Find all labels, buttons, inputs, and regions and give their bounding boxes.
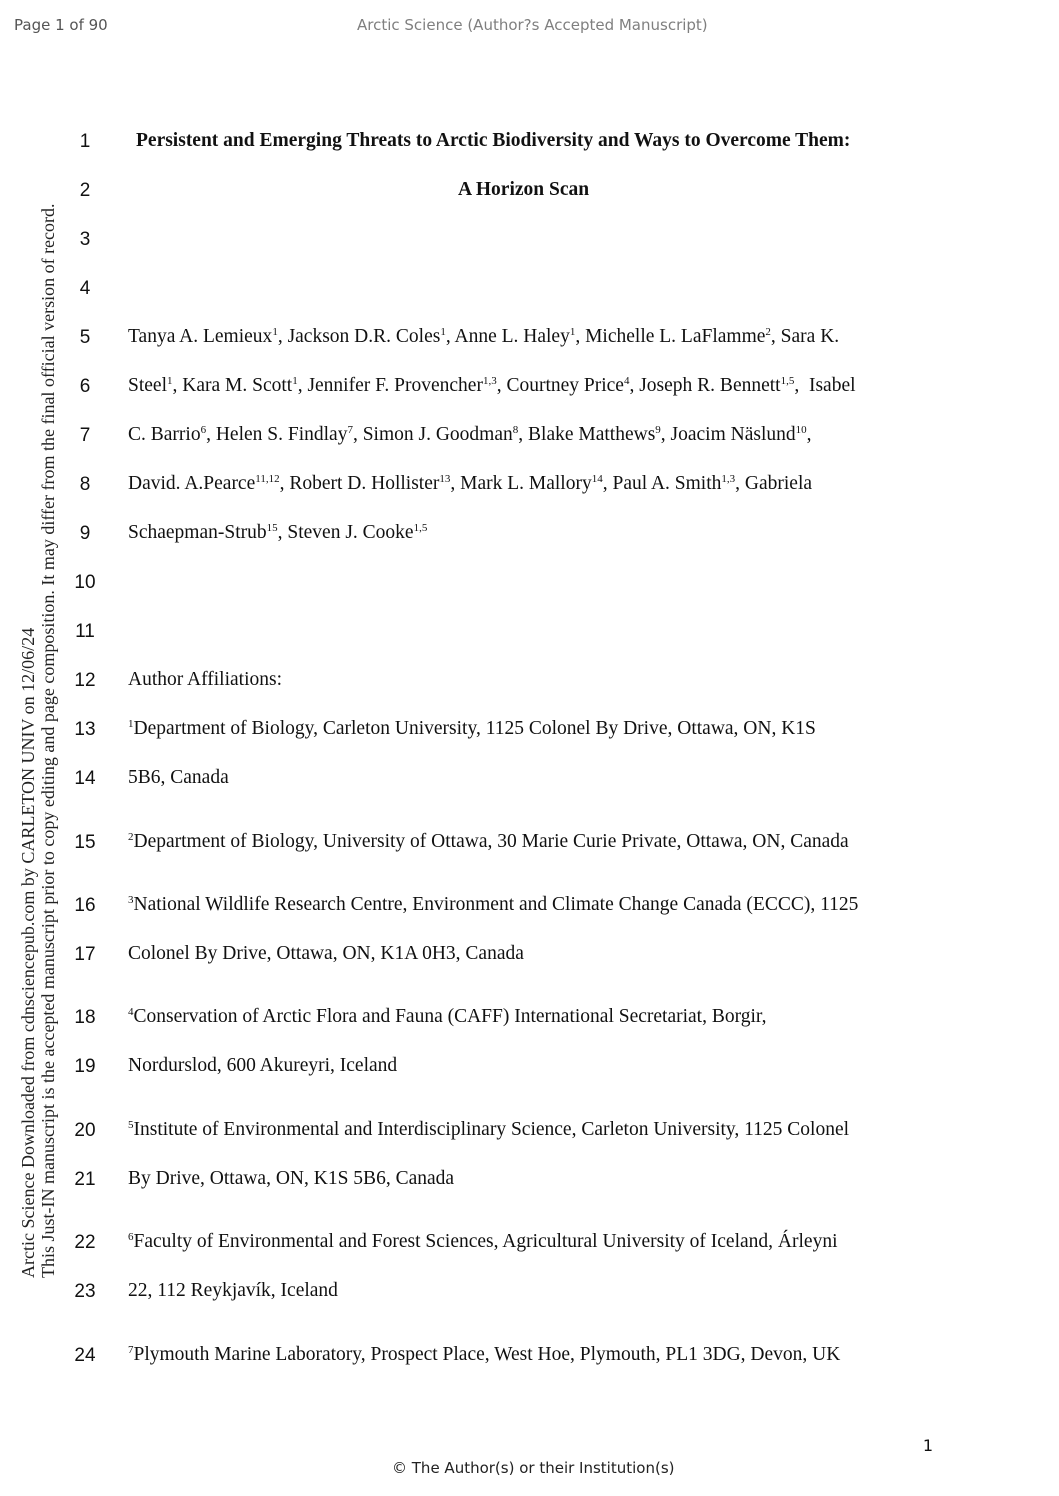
line-number: 10 — [74, 572, 96, 593]
author-separator: , — [279, 473, 290, 494]
author-affiliation-marker: 1,3 — [721, 473, 736, 485]
affiliation-marker: 6 — [128, 1231, 134, 1243]
author-name: Courtney Price — [506, 375, 624, 396]
affiliation-4 — [128, 1006, 767, 1028]
author-separator: , — [277, 326, 288, 347]
author-name: Isabel — [808, 375, 856, 396]
affiliation-marker: 1 — [128, 718, 134, 730]
affiliation-5 — [128, 1119, 849, 1141]
affiliation-marker: 7 — [128, 1344, 134, 1356]
author-separator: , — [770, 326, 781, 347]
line-number: 2 — [79, 180, 91, 201]
author-name: David. A.Pearce — [128, 473, 256, 494]
author-affiliation-marker: 13 — [439, 473, 451, 485]
author-affiliation-marker: 1 — [292, 375, 298, 387]
running-head: Arctic Science (Author?s Accepted Manuscript) — [357, 16, 708, 34]
line-number: 24 — [74, 1345, 96, 1366]
affiliation-text: Institute of Environmental and Interdisciplinary Science, Carleton University, 1125 Colonel — [133, 1119, 850, 1140]
author-affiliation-marker: 2 — [765, 326, 771, 338]
affiliation-text: Faculty of Environmental and Forest Sciences, Agricultural University of Iceland, Árleyni — [133, 1231, 838, 1252]
affiliation-6-cont: 22, 112 Reykjavík, Iceland — [128, 1280, 338, 1301]
author-separator: , — [445, 326, 455, 347]
author-affiliation-marker: 1 — [569, 326, 576, 338]
affiliation-text: National Wildlife Research Centre, Environment and Climate Change Canada (ECCC), 1125 — [133, 894, 859, 915]
affiliation-marker: 4 — [128, 1006, 134, 1018]
author-name: Joacim Näslund — [670, 424, 796, 445]
author-separator: , — [794, 375, 809, 396]
author-name: Tanya A. Lemieux — [128, 326, 273, 347]
author-name: Mark L. Mallory — [460, 473, 592, 494]
page-number: 1 — [922, 1436, 933, 1455]
author-separator: , — [575, 326, 586, 347]
author-name: Blake Matthews — [528, 424, 656, 445]
author-affiliation-marker: 10 — [795, 424, 807, 436]
author-separator: , — [297, 375, 308, 396]
paper-title-line-2: A Horizon Scan — [458, 179, 590, 200]
author-name: Steel — [128, 375, 167, 396]
author-affiliation-marker: 9 — [655, 424, 661, 436]
line-number: 8 — [79, 474, 91, 495]
author-affiliation-marker: 7 — [347, 424, 353, 436]
line-number: 21 — [74, 1169, 96, 1190]
affiliation-text: Department of Biology, Carleton University, 1125 Colonel By Drive, Ottawa, ON, K1S — [133, 718, 816, 739]
line-number: 12 — [74, 670, 96, 691]
affiliation-marker: 2 — [128, 831, 134, 843]
line-number: 9 — [79, 523, 91, 544]
download-notice-line-2: This Just-IN manuscript is the accepted manuscript prior to copy editing and page composition. It may differ from the final official version of record. — [38, 203, 58, 1278]
author-affiliation-marker: 4 — [623, 375, 630, 387]
author-name: Gabriela — [744, 473, 813, 494]
affiliation-text: Department of Biology, University of Ottawa, 30 Marie Curie Private, Ottawa, ON, Canada — [133, 831, 849, 852]
author-separator: , — [277, 522, 288, 543]
author-separator: , — [206, 424, 216, 445]
author-list-line — [128, 522, 427, 544]
affiliation-marker: 5 — [128, 1119, 134, 1131]
author-affiliation-marker: 1 — [272, 326, 278, 338]
author-name: Steven J. Cooke — [287, 522, 414, 543]
author-affiliation-marker: 6 — [200, 424, 207, 436]
download-notice — [18, 203, 58, 1278]
page-counter: Page 1 of 90 — [14, 16, 108, 34]
author-affiliation-marker: 1 — [440, 326, 446, 338]
author-name: Michelle L. LaFlamme — [585, 326, 766, 347]
author-list-line — [128, 375, 856, 397]
author-list-line — [128, 326, 839, 348]
line-number: 11 — [75, 621, 95, 642]
line-number: 7 — [79, 425, 91, 446]
author-separator: , — [450, 473, 461, 494]
affiliation-text: Conservation of Arctic Flora and Fauna (CAFF) International Secretariat, Borgir, — [133, 1006, 767, 1027]
author-name: Paul A. Smith — [612, 473, 722, 494]
line-number: 17 — [74, 944, 96, 965]
line-number: 3 — [79, 229, 91, 250]
line-number: 6 — [79, 376, 91, 397]
author-name: Anne L. Haley — [454, 326, 570, 347]
author-list-line — [128, 473, 812, 495]
line-number: 20 — [74, 1120, 96, 1141]
author-list-line — [128, 424, 812, 446]
line-number: 1 — [79, 131, 91, 152]
line-number: 22 — [74, 1232, 96, 1253]
author-name: Simon J. Goodman — [362, 424, 513, 445]
line-number: 5 — [79, 327, 91, 348]
author-affiliation-marker: 1,3 — [482, 375, 497, 387]
copyright-notice: © The Author(s) or their Institution(s) — [392, 1459, 675, 1477]
affiliation-5-cont: By Drive, Ottawa, ON, K1S 5B6, Canada — [128, 1168, 455, 1189]
author-separator: , — [806, 424, 812, 445]
author-separator: , — [172, 375, 183, 396]
author-name: C. Barrio — [128, 424, 201, 445]
author-name: Joseph R. Bennett — [639, 375, 781, 396]
author-affiliation-marker: 8 — [512, 424, 519, 436]
author-affiliation-marker: 1,5 — [413, 522, 428, 534]
author-name: Helen S. Findlay — [215, 424, 348, 445]
affiliation-4-cont: Nordurslod, 600 Akureyri, Iceland — [128, 1055, 398, 1076]
affiliation-7 — [128, 1344, 840, 1366]
affiliation-marker: 3 — [128, 894, 134, 906]
author-separator: , — [629, 375, 640, 396]
line-number: 23 — [74, 1281, 96, 1302]
author-name: Kara M. Scott — [182, 375, 293, 396]
line-number: 19 — [74, 1056, 96, 1077]
author-separator: , — [735, 473, 745, 494]
line-number: 16 — [74, 895, 96, 916]
affiliation-3 — [128, 894, 858, 916]
affiliation-3-cont: Colonel By Drive, Ottawa, ON, K1A 0H3, Canada — [128, 943, 524, 964]
author-name: Robert D. Hollister — [289, 473, 440, 494]
author-separator: , — [496, 375, 507, 396]
line-number: 14 — [74, 768, 96, 789]
author-affiliation-marker: 1 — [167, 375, 173, 387]
affiliation-1-cont: 5B6, Canada — [128, 767, 229, 788]
author-affiliation-marker: 11,12 — [255, 473, 280, 485]
affiliation-6 — [128, 1231, 837, 1253]
author-name: Schaepman-Strub — [128, 522, 267, 543]
author-separator: , — [602, 473, 613, 494]
download-notice-line-1: Arctic Science Downloaded from cdnsciencepub.com by CARLETON UNIV on 12/06/24 — [18, 627, 38, 1278]
author-separator: , — [660, 424, 671, 445]
author-affiliation-marker: 1,5 — [780, 375, 795, 387]
author-separator: , — [352, 424, 363, 445]
affiliation-1 — [128, 718, 816, 740]
line-number: 15 — [74, 832, 96, 853]
author-affiliation-marker: 15 — [266, 522, 278, 534]
author-name: Jackson D.R. Coles — [287, 326, 441, 347]
author-name: Jennifer F. Provencher — [307, 375, 483, 396]
author-name: Sara K. — [780, 326, 840, 347]
affiliation-2 — [128, 831, 849, 853]
line-number: 13 — [74, 719, 96, 740]
affiliation-text: Plymouth Marine Laboratory, Prospect Place, West Hoe, Plymouth, PL1 3DG, Devon, UK — [133, 1344, 841, 1365]
line-number: 4 — [79, 278, 91, 299]
author-affiliation-marker: 14 — [591, 473, 603, 485]
author-separator: , — [518, 424, 529, 445]
line-number: 18 — [74, 1007, 96, 1028]
affiliations-heading: Author Affiliations: — [128, 669, 283, 690]
paper-title-line-1: Persistent and Emerging Threats to Arctic Biodiversity and Ways to Overcome Them: — [136, 130, 851, 151]
